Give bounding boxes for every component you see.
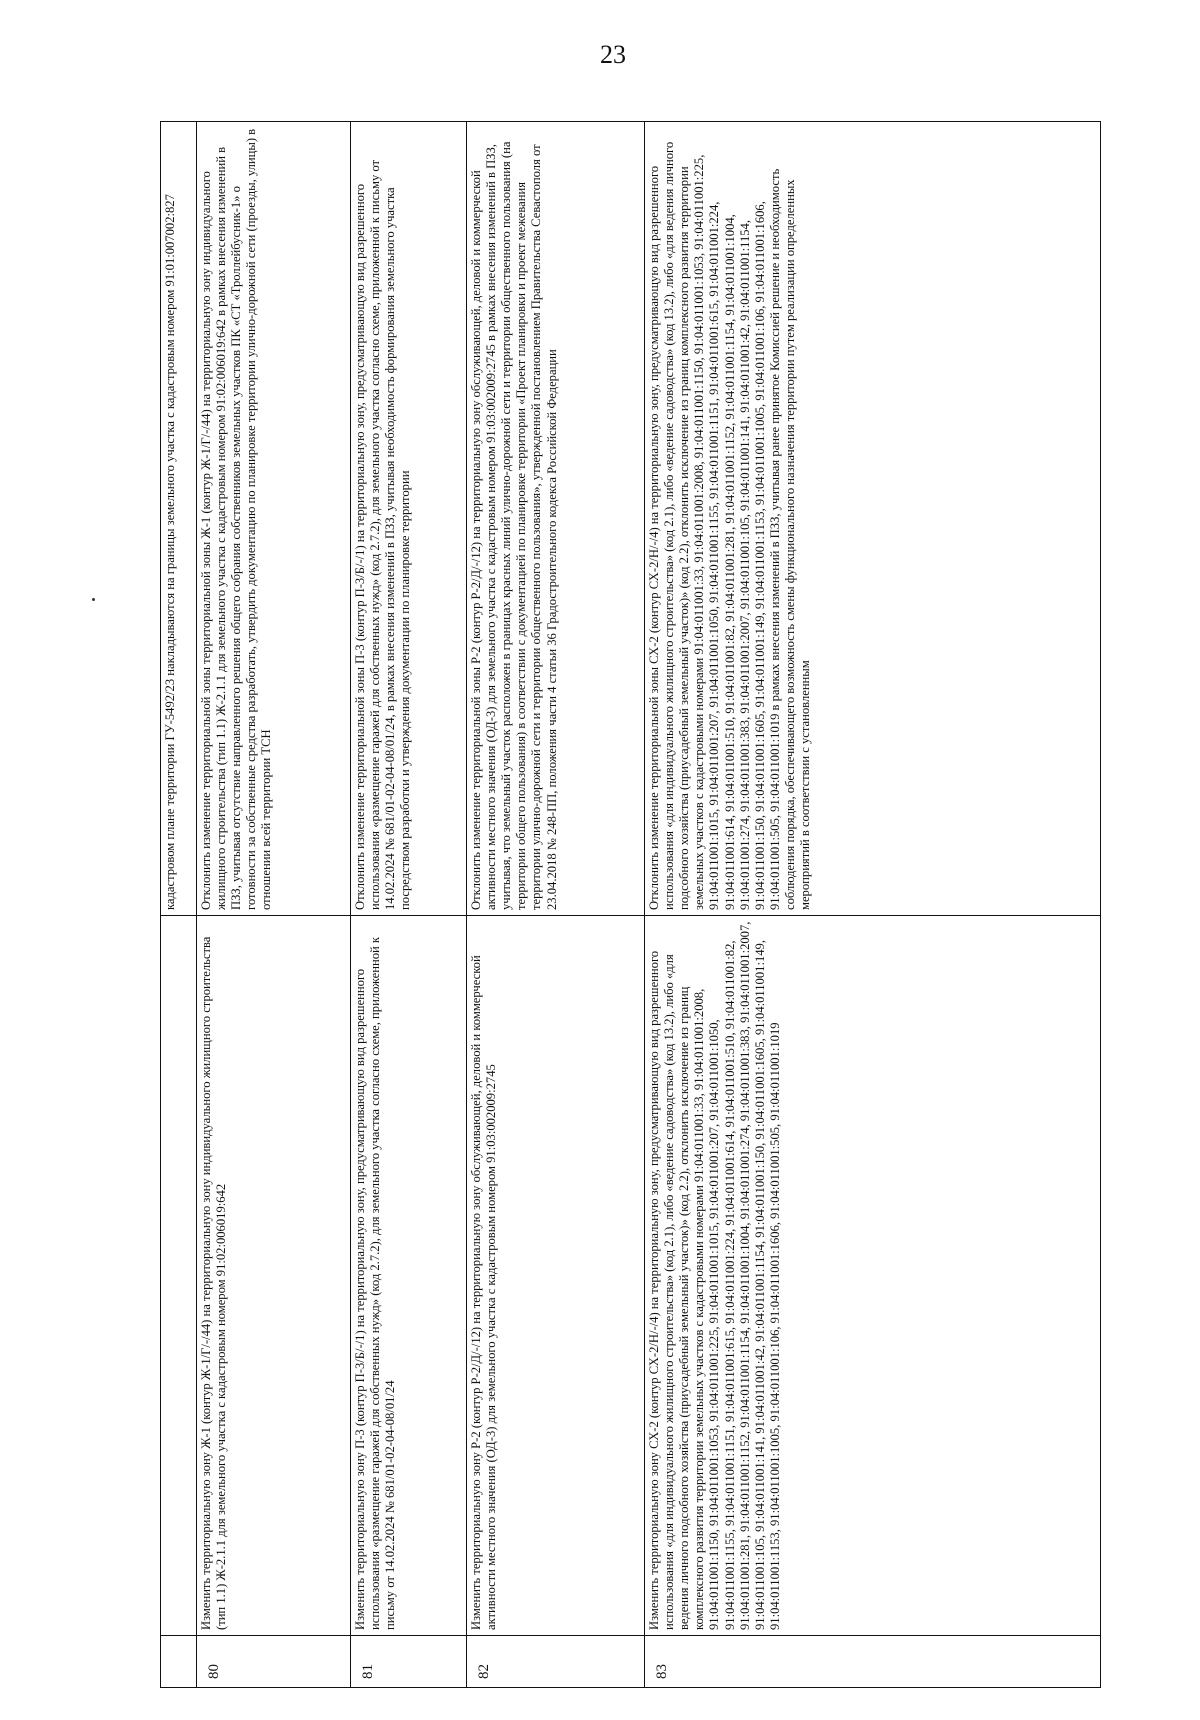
row-number-cell: [161, 1636, 197, 1688]
row-number-cell: 80: [197, 1636, 351, 1688]
table-row: [161, 122, 197, 1688]
row-number-cell: 83: [645, 1636, 1101, 1688]
page-number: 23: [600, 40, 626, 69]
decision-cell: Отклонить изменение территориальной зоны СХ-2 (контур СХ-2/Н/-/4) на территориальную зону, предусматривающую вид разрешенного использования «для индивидуального жилищного строительства» (код 2.1), либо «ведение садоводства» (код 13.2), либо «для ведения личного подсобного хозяйства (приусадебный земельный участок)» (код 2.2), отклонить исключение из границ комплексного развития территории земельных участков с кадастровыми номерами 91:04:011001:33, 91:04:011001:2008, 91:04:011001:1150, 91:04:011001:1053, 91:04:011001:225, 91:04:011001:1015, 91:04:011001:207, 91:04:011001:1050, 91:04:011001:1155, 91:04:011001:1151, 91:04:011001:615, 91:04:011001:224, 91:04:011001:614, 91:04:011001:510, 91:04:011001:82, 91:04:011001:281, 91:04:011001:1152, 91:04:011001:1154, 91:04:011001:1004, 91:04:011001:274, 91:04:011001:383, 91:04:011001:2007, 91:04:011001:105, 91:04:011001:141, 91:04:011001:42, 91:04:011001:1154, 91:04:011001:150, 91:04:011001:1605, 91:04:011001:149, 91:04:011001:1153, 91:04:011001:1005, 91:04:011001:106, 91:04:011001:1606, 91:04:011001:505, 91:04:011001:1019 в рамках внесения изменений в ПЗЗ, учитывая ранее принятое Комиссией решение и необходимость соблюдения порядка, обеспечивающего возможность смены функционального назначения территории путем реализации определенных мероприятий в соответствии с установленным: [645, 122, 1101, 916]
proposal-cell: Изменить территориальную зону П-3 (контур П-3/Б/-/1) на территориальную зону, предусматривающую вид разрешенного использования «размещение гаражей для собственных нужд» (код 2.7.2), для земельного участка согласно схеме, приложенной к письму от 14.02.2024 № 681/01-02-04-08/01/24: [351, 916, 467, 1636]
scan-speck: [92, 598, 95, 601]
rotated-table-wrapper: [160, 122, 1100, 1688]
decision-cell: Отклонить изменение территориальной зоны территориальной зоны Ж-1 (контур Ж-1/Г/-/44) на территориальную зону индивидуального жилищного строительства (тип 1.1) Ж-2.1.1 для земельного участка с кадастровым номером 91:02:006019:642 в рамках внесения изменений в ПЗЗ, учитывая отсутствие направленного решения общего собрания собственников земельных участков ПК «СТ «Троллейбусник-1» о готовности за собственные средства разработать, утвердить документацию по планировке территории улично-дорожной сети (проезды, улицы) в отношении всей территории ТСН: [197, 122, 351, 916]
table-row: [467, 122, 645, 1688]
table-row: [351, 122, 467, 1688]
decision-cell: Отклонить изменение территориальной зоны Р-2 (контур Р-2/Д/-/12) на территориальную зону обслуживающей, деловой и коммерческой активности местного значения (ОД-3) для земельного участка с кадастровым номером 91:03:002009:2745 в рамках внесения изменений в ПЗЗ, учитывая, что земельный участок расположен в границах красных линий улично-дорожной сети и территории общественного пользования (на территории общего пользования) в соответствии с документацией по планировке территории «Проект планировки и проект межевания территории улично-дорожной сети и территории общественного пользования», утвержденной постановлением Правительства Севастополя от 23.04.2018 № 248-ПП, положения части 4 статьи 36 Градостроительного кодекса Российской Федерации: [467, 122, 645, 916]
decision-cell: кадастровом плане территории ГУ-5492/23 накладываются на границы земельного участка с кадастровым номером 91:01:007002:827: [161, 122, 197, 916]
proposal-cell: Изменить территориальную зону Р-2 (контур Р-2/Д/-/12) на территориальную зону обслуживающей, деловой и коммерческой активности местного значения (ОД-3) для земельного участка с кадастровым номером 91:03:002009:2745: [467, 916, 645, 1636]
decisions-table: [160, 121, 1101, 1688]
proposal-cell: Изменить территориальную зону СХ-2 (контур СХ-2/Н/-/4) на территориальную зону, предусматривающую вид разрешенного использования «для индивидуального жилищного строительства» (код 2.1), либо «ведение садоводства» (код 13.2), либо «для ведения личного подсобного хозяйства (приусадебный земельный участок)» (код 2.2), отклонить исключение из границ комплексного развития территории земельных участков с кадастровыми номерами 91:04:011001:33, 91:04:011001:2008, 91:04:011001:1150, 91:04:011001:1053, 91:04:011001:225, 91:04:011001:1015, 91:04:011001:207, 91:04:011001:1050, 91:04:011001:1155, 91:04:011001:1151, 91:04:011001:615, 91:04:011001:224, 91:04:011001:614, 91:04:011001:510, 91:04:011001:82, 91:04:011001:281, 91:04:011001:1152, 91:04:011001:1154, 91:04:011001:1004, 91:04:011001:274, 91:04:011001:383, 91:04:011001:2007, 91:04:011001:105, 91:04:011001:141, 91:04:011001:42, 91:04:011001:1154, 91:04:011001:150, 91:04:011001:1605, 91:04:011001:149, 91:04:011001:1153, 91:04:011001:1005, 91:04:011001:106, 91:04:011001:1606, 91:04:011001:505, 91:04:011001:1019: [645, 916, 1101, 1636]
decision-cell: Отклонить изменение территориальной зоны П-3 (контур П-3/Б/-/1) на территориальную зону, предусматривающую вид разрешенного использования «размещение гаражей для собственных нужд» (код 2.7.2), для земельного участка согласно схеме, приложенной к письму от 14.02.2024 № 681/01-02-04-08/01/24, в рамках внесения изменений в ПЗЗ, учитывая необходимость формирования земельного участка посредством разработки и утверждения документации по планировке территории: [351, 122, 467, 916]
proposal-cell: [161, 916, 197, 1636]
proposal-cell: Изменить территориальную зону Ж-1 (контур Ж-1/Г/-/44) на территориальную зону индивидуального жилищного строительства (тип 1.1) Ж-2.1.1 для земельного участка с кадастровым номером 91:02:006019:642: [197, 916, 351, 1636]
row-number-cell: 81: [351, 1636, 467, 1688]
table-row: [197, 122, 351, 1688]
row-number-cell: 82: [467, 1636, 645, 1688]
table-row: [645, 122, 1101, 1688]
